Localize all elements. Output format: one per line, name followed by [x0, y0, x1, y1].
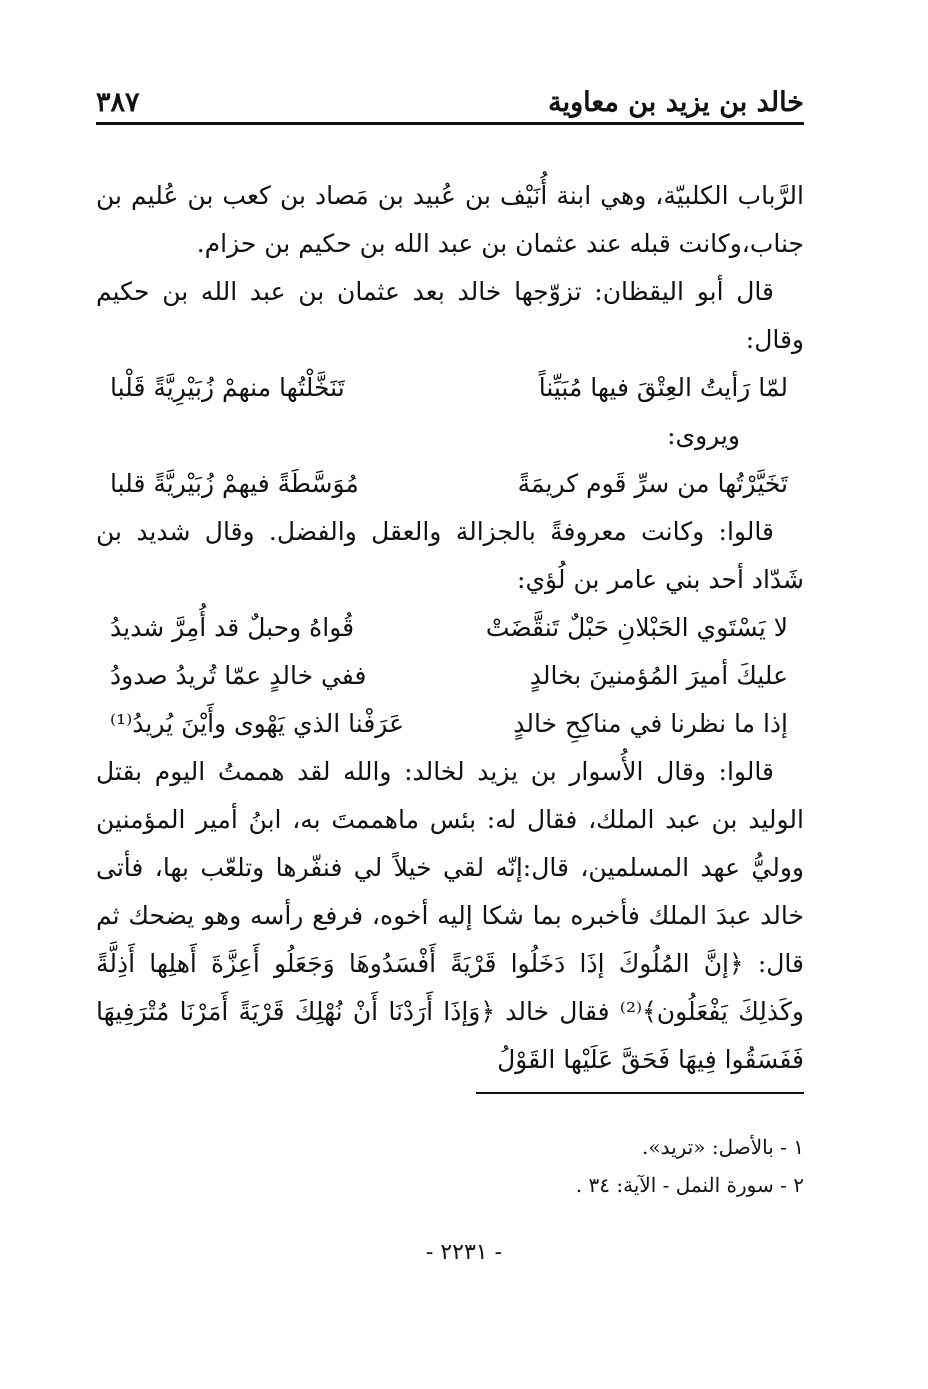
paragraph-4: قالوا: وقال الأُسوار بن يزيد لخالد: والله لقد هممتُ اليوم بقتل الوليد بن عبد الملك، فقال له: بئس ماهممتَ به، ابنُ أمير المؤمنين ووليُّ عهد المسلمين، قال:إنّه لقي خيلاً لي فنفّرها وتلعّب بها، فأتى خالد عبدَ الملك فأخبره بما شكا إليه أخوه، فرفع رأسه وهو يضحك ثم قال: ﴿إنَّ المُلُوكَ إذَا دَخَلُوا قَرْيَةً أَفْسَدُوهَا وَجَعَلُو أَعِزَّةَ أَهلِها أَذِلَّةً وكَذلِكَ يَفْعَلُون﴾⁽²⁾ فقال خالد ﴿وَإذَا أَرَدْنَا أَنْ نُهْلِكَ قَرْيَةً أَمَرْنَا مُتْرَفِيهَا فَفَسَقُوا فِيهَا فَحَقَّ عَلَيْها القَوْلُ — [96, 757, 804, 1074]
verse-line-5 — [96, 700, 804, 748]
verse-3-second-hemistich: قُواهُ وحبلٌ قد أُمِرَّ شديدُ — [110, 613, 355, 642]
main-text — [96, 172, 804, 1084]
verse-line-1 — [96, 364, 804, 412]
variant-label: ويروى: — [667, 421, 740, 450]
footnote-divider — [476, 1092, 804, 1094]
paragraph-3: قالوا: وكانت معروفةً بالجزالة والعقل والفضل. وقال شديد بن شَدّاد أحد بني عامر بن لُؤي: — [96, 517, 804, 594]
verse-1-first-hemistich: لمّا رَأيتُ العِتْقَ فيها مُبَيِّناً — [538, 373, 788, 402]
footnote-2: ٢ - سورة النمل - الآية: ٣٤ . — [575, 1173, 804, 1197]
verse-2-second-hemistich: مُوَسَّطَةً فيهمْ زُبَيْريَّةً قلبا — [110, 469, 359, 498]
verse-line-4 — [96, 652, 804, 700]
verse-2-first-hemistich: تَخَيَّرْتُها من سرِّ قَوم كريمَةً — [517, 469, 788, 498]
verse-3-first-hemistich: لا يَسْتَوي الحَبْلانِ حَبْلٌ تَنقَّضَتْ — [485, 613, 788, 642]
footnotes — [96, 1128, 804, 1204]
verse-4-first-hemistich: عليكَ أميرَ المُؤمنينَ بخالدٍ — [529, 661, 788, 690]
footnote-1: ١ - بالأصل: «تريد». — [641, 1135, 804, 1159]
verse-line-2 — [96, 460, 804, 508]
verse-1-second-hemistich: تَنَخَّلْتُها منهمْ زُبَيْرِيَّةً قَلْبا — [110, 373, 345, 402]
header-page-number: ٣٨٧ — [96, 87, 140, 118]
paragraph-1: الرَّباب الكلبيّة، وهي ابنة أُنَيْف بن عُبيد بن مَصاد بن كعب بن عُليم بن جناب،وكانت قبله عند عثمان بن عبد الله بن حكيم بن حزام. — [96, 181, 804, 258]
verse-4-second-hemistich: ففي خالدٍ عمّا تُريدُ صدودُ — [110, 661, 367, 690]
verse-5-first-hemistich: إذا ما نظرنا في مناكِحِ خالدٍ — [513, 709, 788, 738]
running-header — [96, 74, 804, 125]
paragraph-2: قال أبو اليقظان: تزوّجها خالد بعد عثمان بن عبد الله بن حكيم وقال: — [96, 277, 804, 354]
verse-line-3 — [96, 604, 804, 652]
header-title: خالد بن يزيد بن معاوية — [548, 87, 804, 118]
bottom-page-number: - ٢٢٣١ - — [425, 1240, 503, 1265]
verse-5-second-hemistich: عَرَفْنا الذي يَهْوى وأَيْنَ يُريدُ⁽¹⁾ — [110, 709, 404, 738]
